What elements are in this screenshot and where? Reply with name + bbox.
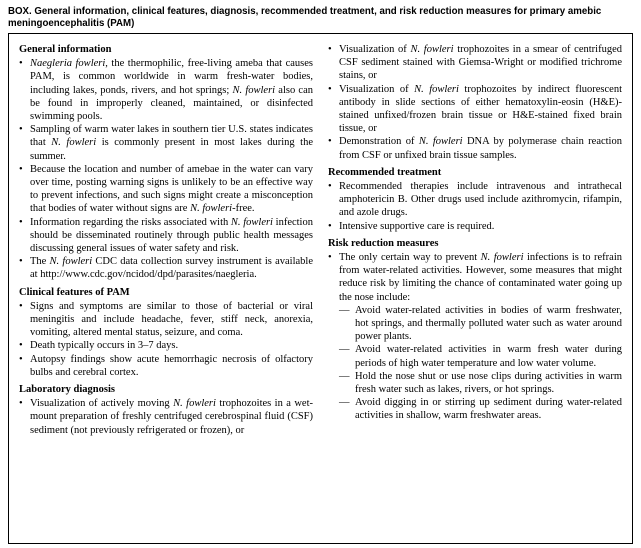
- sub-list-item-text: Avoid water-related activities in warm fresh water during periods of high water temperature and low water volume.: [355, 344, 622, 369]
- list-item-text: Autopsy findings show acute hemorrhagic necrosis of olfactory bulbs and cerebral cortex.: [30, 353, 313, 378]
- bullet-marker: •: [328, 83, 332, 95]
- section-heading: Recommended treatment: [328, 166, 442, 178]
- bullet-marker: •: [19, 58, 23, 70]
- sub-list-item-text: Avoid water-related activities in bodies of warm freshwater, hot springs, and thermally polluted water such as water around power plants.: [355, 304, 622, 343]
- list-item: [19, 123, 313, 163]
- list-item: [19, 216, 313, 256]
- bullet-marker: •: [19, 398, 23, 410]
- sub-list-item-text: Avoid digging in or stirring up sediment during water-related activities in shallow, warm freshwater areas.: [355, 397, 622, 422]
- list-item: [19, 255, 313, 281]
- list-item-text: Information regarding the risks associated with N. fowleri infection should be disseminated routinely through public health messages discussing general issues of water safety and risk.: [30, 216, 313, 255]
- bullet-marker: •: [328, 44, 332, 55]
- content-box: [8, 33, 633, 544]
- bullet-marker: •: [19, 216, 23, 228]
- bullet-marker: •: [19, 163, 23, 175]
- list-item: [328, 135, 622, 161]
- box-title: BOX. General information, clinical features, diagnosis, recommended treatment, and risk reduction measures for primary amebic meningoencephalitis (PAM): [8, 6, 602, 29]
- list-item: [19, 57, 313, 123]
- right-column: [328, 43, 622, 534]
- list-item: [19, 353, 313, 379]
- list-item: [328, 251, 622, 304]
- bullet-marker: •: [19, 124, 23, 136]
- bullet-marker: •: [328, 252, 332, 264]
- list-item-text: The only certain way to prevent N. fowleri infections is to refrain from water-related activities. However, some measures that might reduce risk by limiting the chance of contaminated water going up the nose include:: [339, 252, 622, 303]
- list-item: [19, 163, 313, 216]
- sub-list-item: [339, 370, 622, 396]
- list-item-text: Intensive supportive care is required.: [339, 220, 495, 232]
- dash-marker: —: [339, 370, 350, 382]
- list-item: [328, 83, 622, 136]
- list-item: [19, 339, 313, 352]
- bullet-marker: •: [19, 256, 23, 268]
- list-item: [19, 300, 313, 340]
- bullet-marker: •: [328, 220, 332, 232]
- list-item-text: Visualization of N. fowleri trophozoites by indirect fluorescent antibody in slide sections of either hematoxylin-eosin (H&E)-stained unfixed/frozen brain tissue or H&E-stained fixed brain tissue, or: [339, 83, 623, 135]
- list-item-text: Death typically occurs in 3–7 days.: [30, 340, 179, 352]
- bullet-marker: •: [19, 353, 23, 365]
- list-item-text: Demonstration of N. fowleri DNA by polymerase chain reaction from CSF or unfixed brain tissue samples.: [339, 136, 622, 161]
- section-heading: General information: [19, 44, 112, 55]
- list-item-text: Recommended therapies include intravenous and intrathecal amphotericin B. Other drugs used include azithromycin, rifampin, and azole drugs.: [339, 181, 622, 219]
- list-item: [19, 397, 313, 437]
- sub-list-item-text: Hold the nose shut or use nose clips during activities in warm fresh water such as lakes, rivers, or hot springs.: [355, 370, 622, 396]
- list-item-text: Visualization of actively moving N. fowleri trophozoites in a wet-mount preparation of freshly centrifuged cerebrospinal fluid (CSF) sediment (not previously refrigerated or frozen), or: [30, 398, 313, 436]
- list-item-text: The N. fowleri CDC data collection survey instrument is available at http://www.cdc.gov/ncidod/dpd/parasites/naegleria.: [30, 256, 313, 281]
- list-item: [328, 180, 622, 220]
- list-item-text: Sampling of warm water lakes in southern tier U.S. states indicates that N. fowleri is commonly present in most lakes during the summer.: [30, 124, 314, 162]
- list-item-text: Naegleria fowleri, the thermophilic, free-living ameba that causes PAM, is common worldwide in warm fresh-water bodies, including lakes, ponds, rivers, and hot springs; N. fowleri also can be found in improperly cleaned, maintained, or disinfected swimming pools.: [30, 58, 314, 123]
- section-heading: Risk reduction measures: [328, 237, 439, 249]
- dash-marker: —: [339, 344, 350, 356]
- dash-marker: —: [339, 397, 350, 409]
- bullet-marker: •: [19, 300, 23, 312]
- list-item: [328, 220, 622, 233]
- section-heading: Laboratory diagnosis: [19, 384, 115, 396]
- sub-list-item: [339, 396, 622, 422]
- bullet-marker: •: [328, 181, 332, 193]
- section-heading: Clinical features of PAM: [19, 286, 130, 298]
- bullet-marker: •: [328, 136, 332, 148]
- sub-list-item: [339, 343, 622, 369]
- list-item-text: Because the location and number of amebae in the water can vary over time, posting warning signs is unlikely to be an effective way to prevent infections, and such signs might create a misconception that bodies of water without signs are N. fowleri-free.: [30, 163, 313, 215]
- dash-marker: —: [339, 304, 350, 316]
- list-item-text: Visualization of N. fowleri trophozoites in a smear of centrifuged CSF sediment stained with Giemsa-Wright or modified trichrome stains, or: [339, 44, 622, 82]
- left-column: [19, 43, 313, 534]
- sub-list-item: [339, 304, 622, 344]
- bullet-marker: •: [19, 340, 23, 352]
- list-item-text: Signs and symptoms are similar to those of bacterial or viral meningitis and include headache, fever, stiff neck, anorexia, vomiting, altered mental status, seizure, and coma.: [30, 300, 313, 339]
- list-item: [328, 43, 622, 83]
